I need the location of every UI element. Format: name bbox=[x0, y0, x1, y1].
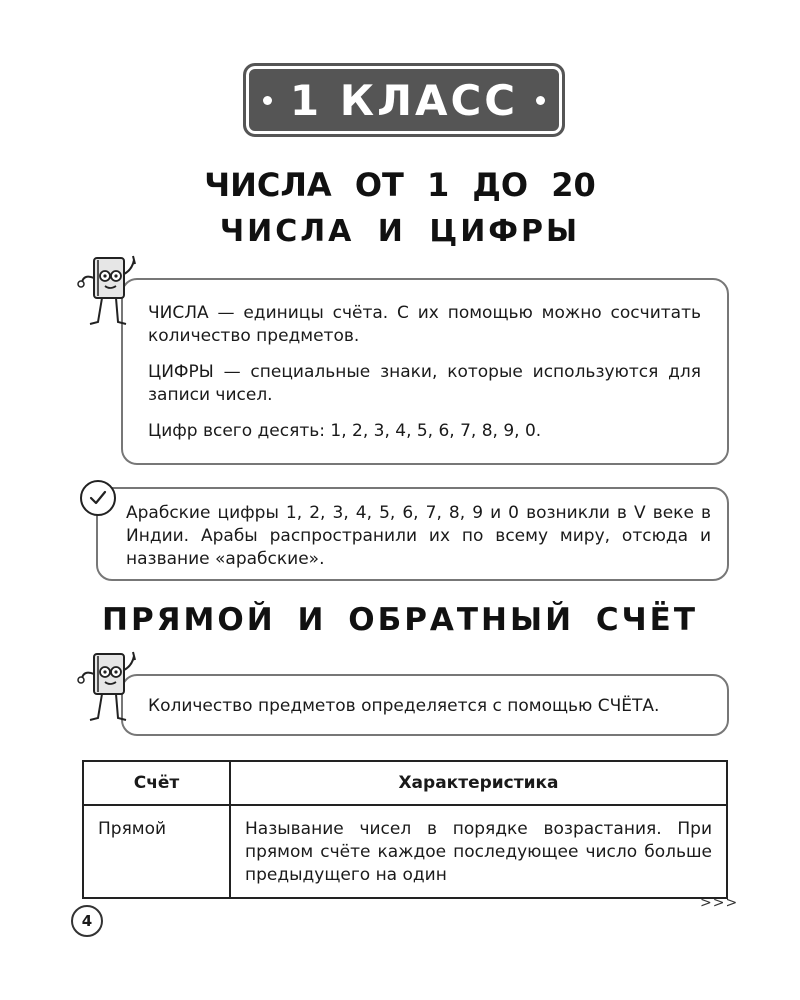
table-row bbox=[83, 805, 727, 898]
topic-heading: ЧИСЛА ОТ 1 ДО 20 bbox=[204, 166, 596, 204]
page-number: 4 bbox=[71, 905, 103, 937]
definition-digits: ЦИФРЫ — специальные знаки, которые используются для записи чисел. bbox=[148, 362, 701, 405]
fact-text: Арабские цифры 1, 2, 3, 4, 5, 6, 7, 8, 9 и 0 возникли в V веке в Индии. Арабы распространили их по всему миру, отсюда и название «арабские». bbox=[126, 503, 711, 569]
book-character-icon bbox=[72, 648, 142, 728]
definition-box bbox=[121, 278, 729, 465]
continue-mark: >>> bbox=[700, 895, 739, 911]
book-character-icon bbox=[72, 252, 142, 332]
badge-dot-right bbox=[536, 96, 545, 105]
grade-badge-title: 1 КЛАСС bbox=[289, 75, 519, 125]
counting-text: Количество предметов определяется с помощью СЧЁТА. bbox=[148, 696, 660, 716]
table-cell-characteristic: Называние чисел в порядке возрастания. При прямом счёте каждое последующее число больше предыдущего на один bbox=[230, 805, 727, 898]
definition-numbers: ЧИСЛА — единицы счёта. С их помощью можно сосчитать количество предметов. bbox=[148, 303, 701, 346]
badge-dot-left bbox=[263, 96, 272, 105]
table-cell-count-type: Прямой bbox=[83, 805, 230, 898]
table-header-count: Счёт bbox=[83, 761, 230, 805]
fact-box bbox=[96, 487, 729, 581]
table-header-characteristic: Характеристика bbox=[230, 761, 727, 805]
section-heading-counting: ПРЯМОЙ И ОБРАТНЫЙ СЧЁТ bbox=[102, 602, 698, 638]
counting-box bbox=[121, 674, 729, 736]
counting-table bbox=[82, 760, 728, 899]
subtopic-heading: ЧИСЛА И ЦИФРЫ bbox=[219, 214, 581, 249]
definition-digit-count: Цифр всего десять: 1, 2, 3, 4, 5, 6, 7, 8, 9, 0. bbox=[148, 421, 542, 441]
grade-badge bbox=[243, 63, 565, 137]
table-header-row bbox=[83, 761, 727, 805]
checkmark-icon bbox=[80, 480, 116, 516]
